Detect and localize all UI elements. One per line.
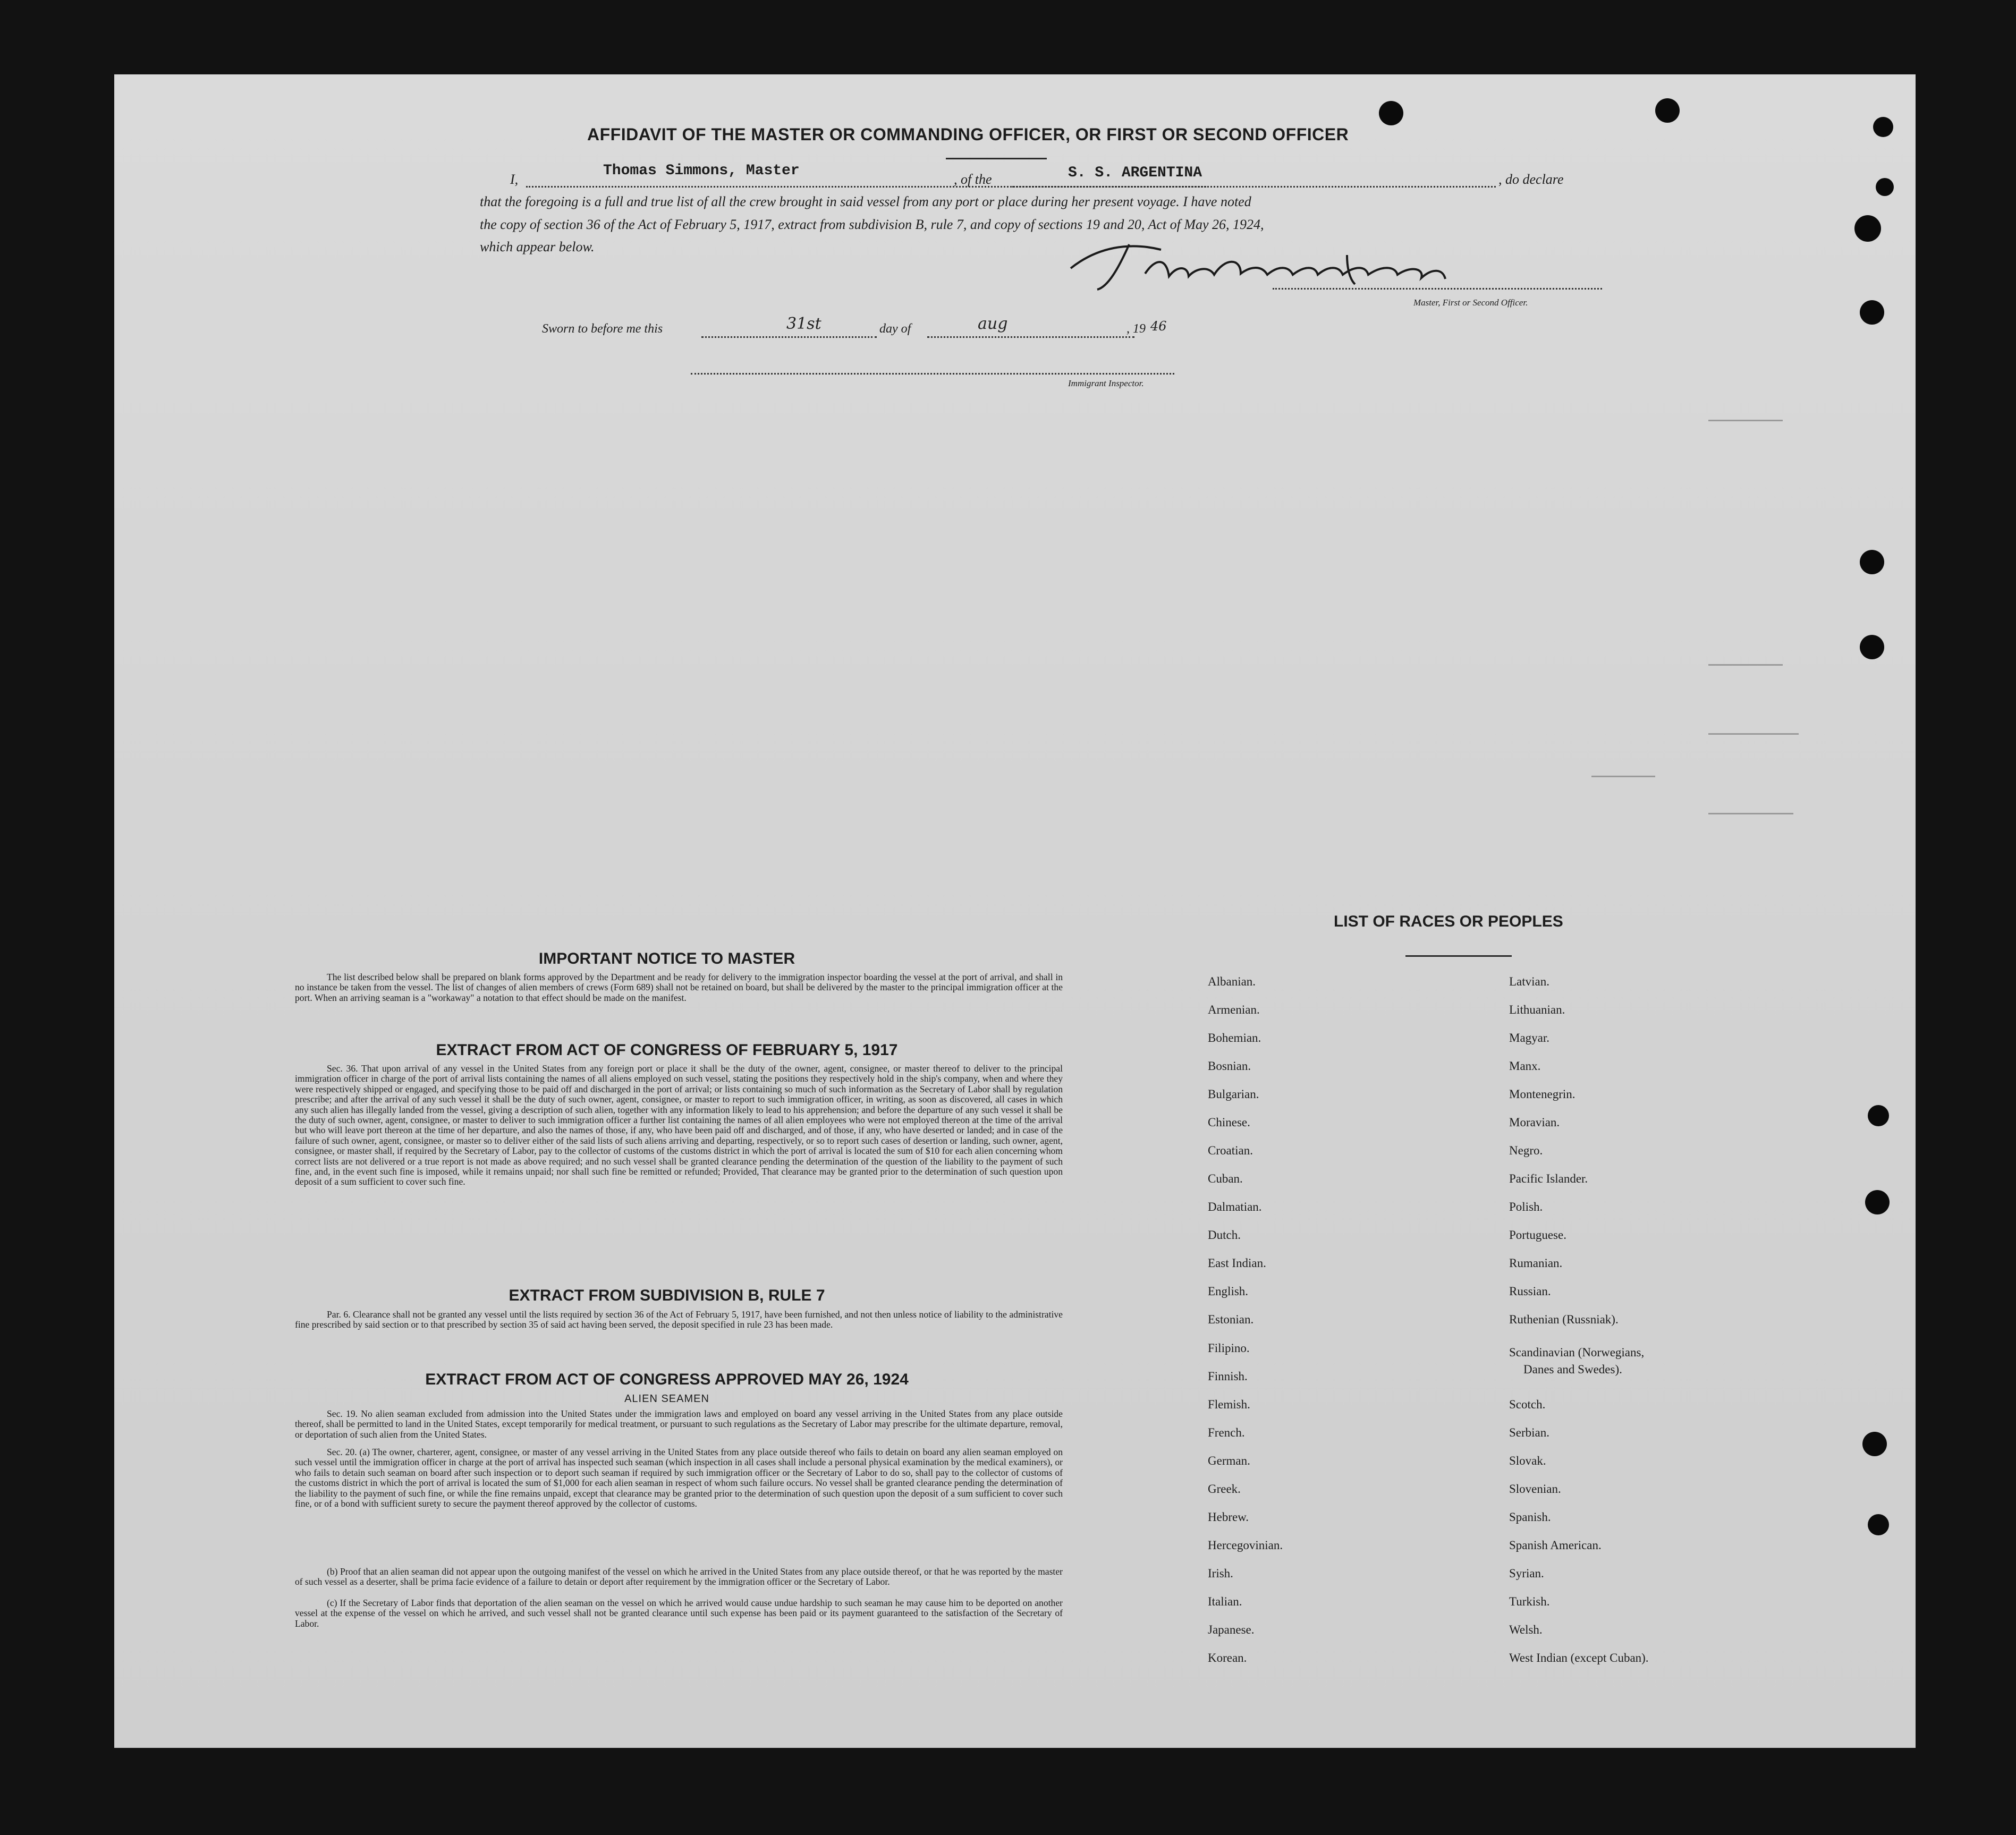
race-item: Hebrew. [1208, 1510, 1249, 1524]
race-item: Cuban. [1208, 1172, 1243, 1185]
master-name: Thomas Simmons, Master [603, 163, 800, 179]
day-dotted-line [701, 336, 877, 338]
affidavit-line-4: which appear below. [480, 239, 595, 254]
bleed-through-mark [1708, 813, 1793, 814]
sworn-year: 46 [1150, 319, 1167, 334]
race-item: Welsh. [1509, 1623, 1543, 1636]
race-item: Pacific Islander. [1509, 1172, 1588, 1185]
punch-hole [1655, 98, 1680, 123]
do-declare-label: , do declare [1498, 172, 1564, 187]
affidavit-title: AFFIDAVIT OF THE MASTER OR COMMANDING OFFICER, OR FIRST OR SECOND OFFICER [587, 125, 1349, 144]
punch-hole [1865, 1190, 1890, 1214]
race-item: Dalmatian. [1208, 1200, 1262, 1213]
sworn-month: aug [978, 315, 1008, 333]
races-title: LIST OF RACES OR PEOPLES [1334, 913, 1563, 930]
extract-rule7-title: EXTRACT FROM SUBDIVISION B, RULE 7 [509, 1287, 825, 1304]
race-item: Bosnian. [1208, 1059, 1251, 1073]
race-item: German. [1208, 1454, 1250, 1467]
race-item: Korean. [1208, 1651, 1247, 1664]
sec20b-text: (b) Proof that an alien seaman did not appear upon the outgoing manifest of the vessel on which he arrived in the United States from any place outside thereof, or that he was reported by the master of such vessel as a deserter, shall be prima facie evidence of a failure to detain or deport after requirement by the immigration officer or the Secretary of Labor. [295, 1566, 1063, 1587]
extract-1917-text: Sec. 36. That upon arrival of any vessel in the United States from any foreign port or place it shall be the duty of the owner, agent, consignee, or master thereof to deliver to the principal immigration officer in charge of the port of arrival lists containing the names of all aliens employed on such vessel, stating the positions they respectively hold in the ship's company, when and where they were respectively shipped or engaged, and specifying those to be paid off and discharged in the port of arrival; or lists containing so much of such information as the Secretary of Labor shall by regulation prescribe; and after the arrival of any such vessel it shall be the duty of such owner, agent, consignee, or master to report to such immigration officer, in writing, as soon as discovered, all cases in which any such alien has illegally landed from the vessel, giving a description of such alien, together with any information likely to lead to his apprehension; and before the departure of any such vessel it shall be the duty of such owner, agent, consignee, or master to deliver to such immigration officer a further list containing the names of all alien employees who were not employed thereon at the time of the arrival but who will leave port thereon at the time of her departure, and also the names of those, if any, who have been paid off and discharged, and of those, if any, who have deserted or landed; and in case of the failure of such owner, agent, consignee, or master so to deliver either of the said lists of such aliens arriving and departing, respectively, or so to report such cases of desertion or landing, such owner, agent, consignee, or master shall, if required by the Secretary of Labor, pay to the collector of customs of the customs district in which the port of arrival is located the sum of $10 for each alien concerning whom correct lists are not delivered or a true report is not made as above required; and no such vessel shall be granted clearance pending the determination of the question of the liability to the payment of such fine, and, in the event such fine is imposed, while it remains unpaid; nor shall such fine be remitted or refunded; Provided, That clearance may be granted prior to the determination of such question upon deposit of a sum sufficient to cover such fine. [295, 1063, 1063, 1187]
alien-seamen-subtitle: ALIEN SEAMEN [624, 1393, 709, 1405]
race-item: Negro. [1509, 1144, 1543, 1157]
bleed-through-mark [1708, 664, 1783, 666]
sec20a-text: Sec. 20. (a) The owner, charterer, agent, consignee, or master of any vessel arriving in the United States from any place outside thereof who fails to detain on board any alien seaman employed on such vessel until the immigration officer in charge at the port of arrival has inspected such seaman (which inspection in all cases shall include a personal physical examination by the medical examiners), or who fails to detain such seaman on board after such inspection or to deport such seaman if required by such immigration officer or the Secretary of Labor to do so, shall pay to the collector of customs of the customs district in which the port of arrival is located the sum of $1,000 for each alien seaman in respect of whom such failure occurs. No vessel shall be granted clearance pending the determination of the liability to the payment of such fine, or while the fine remains unpaid, except that clearance may be granted prior to the determination of such question upon the deposit of a sum sufficient to cover such fine, or of a bond with sufficient surety to secure the payment thereof approved by the collector of customs. [295, 1447, 1063, 1509]
sworn-day: 31st [786, 315, 821, 333]
punch-hole [1862, 1432, 1887, 1456]
race-item: Japanese. [1208, 1623, 1255, 1636]
race-item: East Indian. [1208, 1256, 1266, 1270]
master-signature [1049, 236, 1517, 295]
affidavit-line-2: that the foregoing is a full and true list of all the crew brought in said vessel from any port or place during her present voyage. I have noted [480, 194, 1251, 209]
vessel-name: S. S. ARGENTINA [1068, 165, 1202, 181]
race-item: Serbian. [1509, 1426, 1550, 1439]
bleed-through-mark [1708, 733, 1799, 735]
race-item: Syrian. [1509, 1567, 1544, 1580]
race-item: Polish. [1509, 1200, 1543, 1213]
punch-hole [1379, 101, 1403, 125]
race-item: Dutch. [1208, 1228, 1241, 1242]
race-item: French. [1208, 1426, 1245, 1439]
race-item: Bulgarian. [1208, 1088, 1259, 1101]
race-item: Montenegrin. [1509, 1088, 1575, 1101]
race-item: Spanish. [1509, 1510, 1551, 1524]
race-item: Ruthenian (Russniak). [1509, 1313, 1619, 1326]
race-item: Moravian. [1509, 1116, 1560, 1129]
race-item: Finnish. [1208, 1370, 1248, 1383]
title-rule [946, 158, 1047, 159]
punch-hole [1860, 550, 1884, 574]
inspector-dotted-line [691, 373, 1174, 375]
punch-hole [1873, 117, 1893, 137]
race-item: Latvian. [1509, 975, 1549, 988]
race-item: Scotch. [1509, 1398, 1546, 1411]
of-the-label: , of the [954, 172, 992, 187]
punch-hole [1854, 215, 1881, 242]
race-item: Hercegovinian. [1208, 1539, 1283, 1552]
notice-text: The list described below shall be prepared on blank forms approved by the Department and be ready for delivery to the immigration inspector boarding the vessel at the port of arrival, and shall in no instance be taken from the vessel. The list of changes of alien members of crews (Form 689) shall not be retained on board, but shall be delivered by the master to the principal immigration officer at the port. When an arriving seaman is a "workaway" a notation to that effect should be made on the manifest. [295, 972, 1063, 1003]
race-item: Turkish. [1509, 1595, 1550, 1608]
race-item: Rumanian. [1509, 1256, 1563, 1270]
signature-caption: Master, First or Second Officer. [1413, 298, 1528, 308]
race-item: Slovak. [1509, 1454, 1546, 1467]
document-page [114, 74, 1916, 1748]
vessel-dotted-line [1012, 186, 1496, 188]
races-rule [1405, 955, 1512, 957]
race-item: Lithuanian. [1509, 1003, 1565, 1016]
sec19-text: Sec. 19. No alien seaman excluded from admission into the United States under the immigration laws and employed on board any vessel arriving in the United States from any place outside thereof, shall be permitted to land in the United States, except temporarily for medical treatment, or pursuant to such regulations as the Secretary of Labor may prescribe for the ultimate departure, removal, or deportation of such alien from the United States. [295, 1408, 1063, 1440]
race-item: Estonian. [1208, 1313, 1254, 1326]
punch-hole [1868, 1105, 1889, 1126]
race-item: Magyar. [1509, 1031, 1550, 1044]
race-item: Filipino. [1208, 1341, 1250, 1355]
race-item: West Indian (except Cuban). [1509, 1651, 1649, 1664]
race-item: Greek. [1208, 1482, 1241, 1496]
race-item: Spanish American. [1509, 1539, 1602, 1552]
race-item: Armenian. [1208, 1003, 1260, 1016]
signature-dotted-line [1273, 288, 1602, 290]
affidavit-line-3: the copy of section 36 of the Act of February 5, 1917, extract from subdivision B, rule 7, and copy of sections 19 and 20, Act of May 26, 1924, [480, 217, 1264, 232]
extract-rule7-text: Par. 6. Clearance shall not be granted any vessel until the lists required by section 36 of the Act of February 5, 1917, have been furnished, and not then unless notice of liability to the administrative fine prescribed by said section or to that prescribed by section 35 of said act having been served, the deposit specified in rule 23 has been made. [295, 1309, 1063, 1330]
month-dotted-line [927, 336, 1134, 338]
bleed-through-mark [1591, 776, 1655, 777]
race-item: Albanian. [1208, 975, 1256, 988]
notice-title: IMPORTANT NOTICE TO MASTER [538, 950, 795, 967]
inspector-caption: Immigrant Inspector. [1068, 378, 1144, 388]
punch-hole [1876, 178, 1894, 196]
race-item: Manx. [1509, 1059, 1541, 1073]
race-item: Italian. [1208, 1595, 1242, 1608]
race-item: Russian. [1509, 1285, 1551, 1298]
sworn-label: Sworn to before me this [542, 322, 663, 336]
race-item: Chinese. [1208, 1116, 1250, 1129]
bleed-through-mark [1708, 420, 1783, 421]
race-item: Slovenian. [1509, 1482, 1561, 1496]
race-item: Danes and Swedes). [1523, 1363, 1622, 1376]
day-of-label: day of [879, 322, 911, 336]
race-item: Portuguese. [1509, 1228, 1566, 1242]
race-item: English. [1208, 1285, 1249, 1298]
punch-hole [1860, 635, 1884, 659]
affidavit-i: I, [510, 172, 519, 187]
race-item: Bohemian. [1208, 1031, 1261, 1044]
extract-1917-title: EXTRACT FROM ACT OF CONGRESS OF FEBRUARY 5, 1917 [436, 1041, 898, 1059]
race-item: Flemish. [1208, 1398, 1250, 1411]
punch-hole [1868, 1514, 1889, 1535]
race-item: Scandinavian (Norwegians, [1509, 1346, 1645, 1359]
race-item: Croatian. [1208, 1144, 1253, 1157]
race-item: Irish. [1208, 1567, 1233, 1580]
year-prefix: , 19 [1126, 322, 1146, 336]
punch-hole [1860, 300, 1884, 325]
sec20c-text: (c) If the Secretary of Labor finds that deportation of the alien seaman on the vessel on which he arrived would cause undue hardship to such seaman he may cause him to be deported on another vessel at the expense of the vessel on which he arrived, and such vessel shall not be granted clearance until such expense has been paid or its payment guaranteed to the satisfaction of the Secretary of Labor. [295, 1598, 1063, 1629]
extract-1924-title: EXTRACT FROM ACT OF CONGRESS APPROVED MAY 26, 1924 [425, 1371, 909, 1388]
